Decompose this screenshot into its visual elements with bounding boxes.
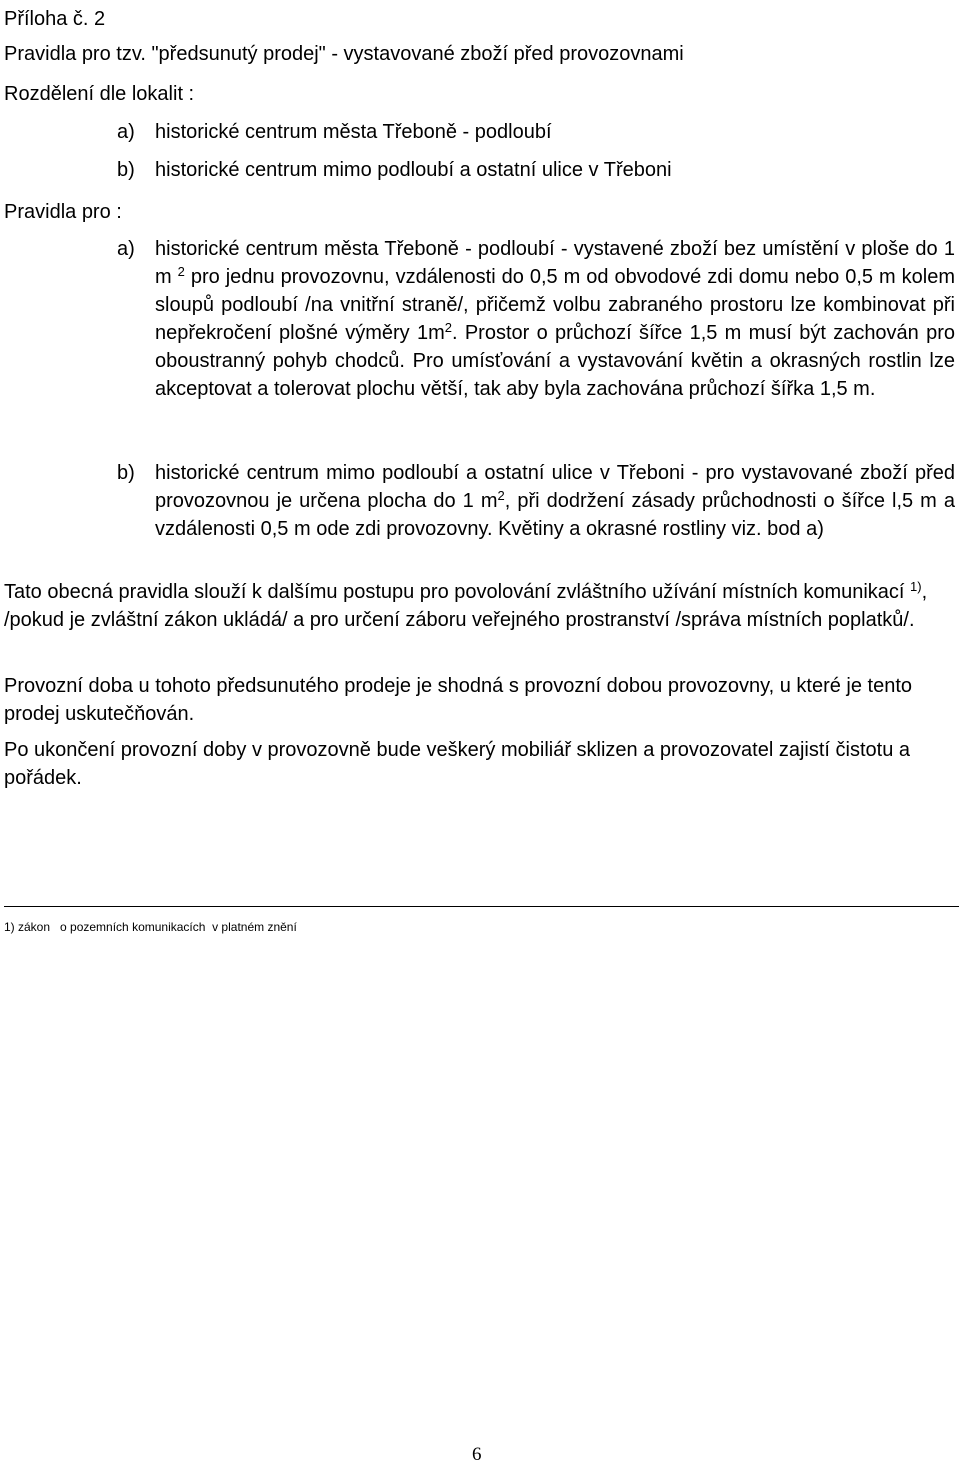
page-number: 6 [472, 1444, 482, 1465]
rule-a-marker: a) [117, 238, 135, 260]
rule-b-marker: b) [117, 462, 135, 484]
rule-a-sup2: 2 [444, 320, 452, 335]
footnote-ref: 1) [910, 579, 922, 594]
rule-b-sup1: 2 [497, 488, 505, 503]
rule-a-part1: historické centrum města Třeboně - podloubí - vystavené zboží bez umístění v ploše do 1 m [155, 238, 955, 288]
footnote-separator [4, 906, 959, 907]
locality-b-marker: b) [117, 159, 135, 181]
closing-paragraph: Po ukončení provozní doby v provozovně bude veškerý mobiliář sklizen a provozovatel zajistí čistotu a pořádek. [4, 739, 911, 789]
rule-a-sup1: 2 [177, 264, 185, 279]
rule-a-part3: . Prostor o průchozí šířce 1,5 m musí být zachován pro oboustranný pohyb chodců. Pro umísťování a vystavování květin a okrasných rostlin lze akceptovat a tolerovat plochu větší, tak aby byla zachována průchozí šířka 1,5 m. [155, 322, 955, 400]
rules-label: Pravidla pro : [4, 201, 122, 223]
division-label: Rozdělení dle lokalit : [4, 83, 195, 105]
rule-a-part2: pro jednu provozovnu, vzdálenosti do 0,5 m od obvodové zdi domu nebo 0,5 m kolem sloupů podloubí /na vnitřní straně/, přičemž volbu zabraného prostoru lze kombinovat při nepřekročení plošné výměry 1m [155, 266, 955, 344]
rule-a-text [155, 235, 955, 403]
locality-b-text: historické centrum mimo podloubí a ostatní ulice v Třeboni [155, 159, 672, 181]
rule-b-part1: historické centrum mimo podloubí a ostatní ulice v Třeboni - pro vystavované zboží před provozovnou je určena plocha do 1 m [155, 462, 955, 512]
general-rules-part1: Tato obecná pravidla slouží k dalšímu postupu pro povolování zvláštního užívání místních komunikací [4, 581, 911, 603]
locality-a-marker: a) [117, 121, 135, 143]
footnote: 1) zákon o pozemních komunikacích v platném znění [4, 920, 297, 934]
rule-b-part2: , při dodržení zásady průchodnosti o šířce l,5 m a vzdálenosti 0,5 m ode zdi provozovny. Květiny a okrasné rostliny viz. bod a) [155, 490, 956, 540]
annex-label: Příloha č. 2 [4, 8, 106, 30]
locality-a-text: historické centrum města Třeboně - podloubí [155, 121, 552, 143]
page-title: Pravidla pro tzv. "předsunutý prodej" - vystavované zboží před provozovnami [4, 43, 684, 65]
operating-hours-paragraph: Provozní doba u tohoto předsunutého prodeje je shodná s provozní dobou provozovny, u které je tento prodej uskutečňován. [4, 675, 913, 725]
general-rules-part2: , /pokud je zvláštní zákon ukládá/ a pro určení záboru veřejného prostranství /správa místních poplatků/. [4, 581, 928, 631]
general-rules-paragraph [4, 578, 934, 634]
rule-b-text [155, 459, 955, 543]
